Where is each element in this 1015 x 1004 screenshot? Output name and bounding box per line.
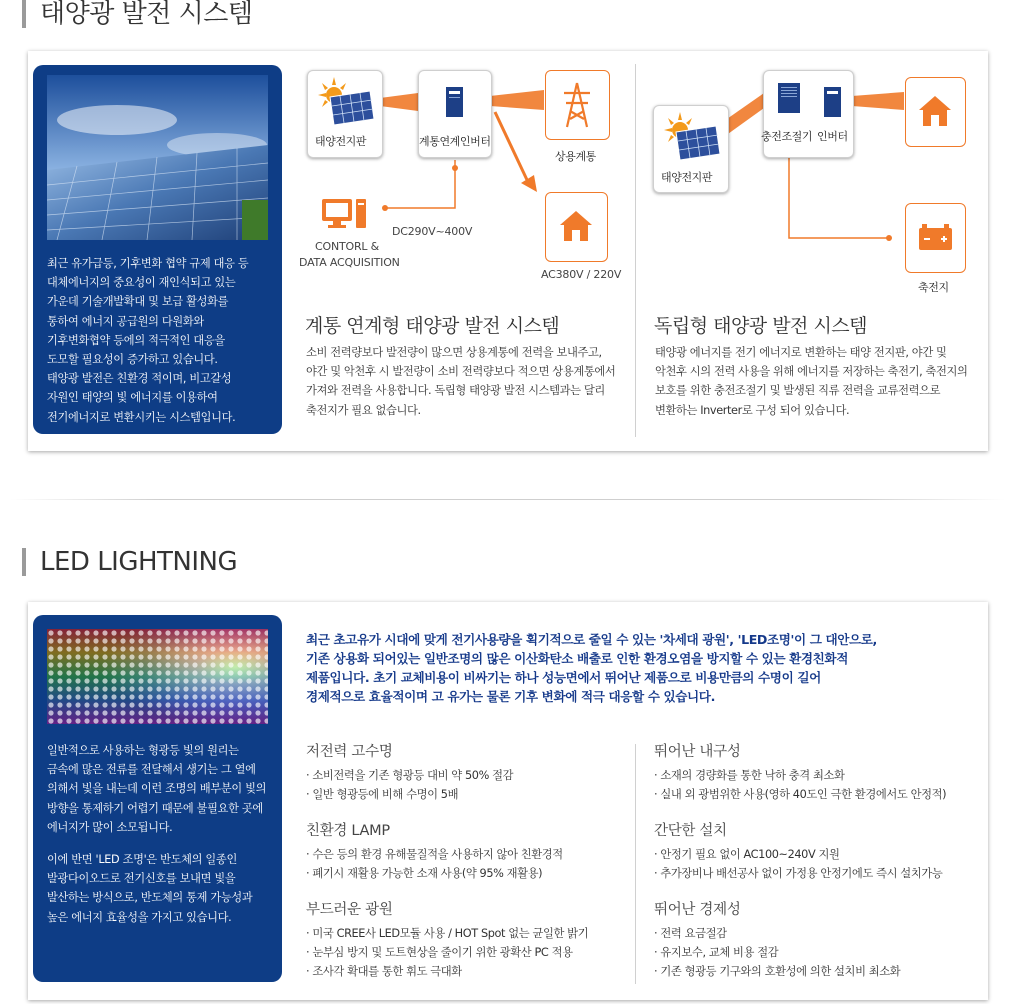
battery-label: 축전지 [918, 281, 949, 294]
feature-item: · 조사각 확대를 통한 휘도 극대화 [306, 962, 588, 981]
standalone-inverter-label: 인버터 [817, 130, 848, 143]
feature-item: · 안정기 필요 없이 AC100~240V 지원 [654, 845, 942, 864]
feature-item: · 폐기시 재활용 가능한 소재 사용(약 95% 재활용) [306, 864, 563, 883]
led-column-divider [635, 744, 636, 984]
computer-icon [320, 195, 370, 235]
feature-item: · 추가장비나 배선공사 없이 가정용 안정기에도 즉시 설치가능 [654, 864, 942, 883]
inverter-icon [419, 71, 491, 131]
battery-node [905, 203, 966, 273]
solar-panel-icon [654, 106, 728, 166]
charge-controller-icon [764, 71, 853, 131]
control-node [320, 195, 370, 235]
control-label-2: DATA ACQUISITION [299, 256, 400, 269]
led-section-title: LED LIGHTNING [22, 548, 237, 576]
led-lead-text: 최근 초고유가 시대에 맞게 전기사용량을 획기적으로 줄일 수 있는 '차세대 광원', 'LED조명'이 그 대안으로, 기존 상용화 되어있는 일반조명의 많은 이산화탄소 배출로 인한 환경오염을 방지할 수 있는 환경친화적 제품입니다. 초기 교체비용이 비싸기는 하나 성능면에서 뛰어난 제품으로 비용만큼의 수명이 길어 경제적으로 효율적이며 고 유가는 물론 기후 변화에 적극 대응할 수 있습니다. [306, 632, 877, 704]
utility-grid-node [545, 70, 610, 140]
feature-item: · 일반 형광등에 비해 수명이 5배 [306, 785, 513, 804]
solar-section-title: 태양광 발전 시스템 [22, 0, 252, 28]
led-intro-box [33, 615, 282, 982]
feature-item: · 소비전력을 기존 형광등 대비 약 50% 절감 [306, 766, 513, 785]
standalone-system-description: 태양광 에너지를 전기 에너지로 변환하는 태양 전지판, 야간 및 악천후 시의 전력 사용을 위해 에너지를 저장하는 축전기, 축전지의 보호를 위한 충전조절기 및 발생된 직류 전력을 교류전력으로 변환하는 Inverter로 구성 되어 있습니다. [655, 346, 968, 417]
feature-title: 친환경 LAMP [306, 823, 390, 839]
house-icon [546, 193, 607, 261]
dc-voltage-label: DC290V~400V [392, 225, 473, 238]
feature-item: · 실내 외 광범위한 사용(영하 40도인 극한 환경에서도 안정적) [654, 785, 946, 804]
feature-item: · 미국 CREE사 LED모듈 사용 / HOT Spot 없는 균일한 밝기 [306, 924, 588, 943]
led-lights-photo [47, 629, 268, 724]
feature-soft-light [306, 900, 588, 981]
utility-grid-label: 상용계통 [555, 150, 596, 163]
feature-durability [654, 742, 946, 804]
feature-item: · 눈부심 방지 및 도트현상을 줄이기 위한 광확산 PC 적용 [306, 943, 588, 962]
led-intro-text-2: 이에 반면 'LED 조명'은 반도체의 일종인 발광다이오드로 전기신호를 보내면 빛을 발산하는 방식으로, 반도체의 통제 가능성과 높은 에너지 효율성을 가지고 있습니다. [47, 853, 253, 924]
feature-item: · 기존 형광등 기구와의 호환성에 의한 설치비 최소화 [654, 962, 900, 981]
feature-item: · 전력 요금절감 [654, 924, 900, 943]
ac-voltage-label: AC380V / 220V [541, 268, 622, 281]
solar-column-divider [635, 64, 636, 437]
feature-item: · 소재의 경량화를 통한 낙하 충격 최소화 [654, 766, 946, 785]
feature-title: 뛰어난 내구성 [654, 744, 741, 760]
feature-title: 저전력 고수명 [306, 744, 393, 760]
grid-load-node [545, 192, 608, 262]
standalone-system-heading: 독립형 태양광 발전 시스템 [654, 315, 868, 337]
solar-panel-icon [308, 71, 382, 131]
house-icon [906, 78, 965, 146]
grid-solar-panel-label: 태양전지판 [315, 135, 367, 148]
grid-system-heading: 계통 연계형 태양광 발전 시스템 [305, 315, 560, 337]
grid-inverter-label: 계통연계인버터 [419, 135, 491, 148]
power-tower-icon [546, 71, 609, 139]
feature-eco-lamp [306, 821, 563, 883]
standalone-load-node [905, 77, 966, 147]
grid-system-description: 소비 전력량보다 발전량이 많으면 상용계통에 전력을 보내주고, 야간 및 악천후 시 발전량이 소비 전력량보다 적으면 상용계통에서 가져와 전력을 사용합니다. 독립형 태양광 발전 시스템과는 달리 축전지가 필요 없습니다. [306, 346, 616, 417]
control-label-1: CONTORL & [315, 240, 379, 253]
feature-item: · 유지보수, 교체 비용 절감 [654, 943, 900, 962]
feature-easy-install [654, 821, 942, 883]
feature-title: 뛰어난 경제성 [654, 902, 741, 918]
solar-intro-text: 최근 유가급등, 기후변화 협약 규제 대응 등 대체에너지의 중요성이 재인식되고 있는 가운데 기술개발확대 및 보급 활성화를 통하여 에너지 공급원의 다원화와 기후변화협약 등에의 적극적인 대응을 도모할 필요성이 증가하고 있습니다. 태양광 발전은 친환경 적이며, 비고갈성 자원인 태양의 빛 에너지를 이용하여 전기에너지로 변환시키는 시스템입니다. [47, 257, 249, 424]
controller-inverter-node [763, 70, 854, 158]
feature-title: 간단한 설치 [654, 823, 727, 839]
feature-title: 부드러운 광원 [306, 902, 393, 918]
feature-economy [654, 900, 900, 981]
section-separator [10, 499, 1005, 500]
led-intro-text-1: 일반적으로 사용하는 형광등 빛의 원리는 금속에 많은 전류를 전달해서 생기는 그 열에 의해서 빛을 내는데 이런 조명의 배부분이 빛의 방향을 통제하기 어렵기 때문에 불필요한 곳에 에너지가 많이 소모됩니다. [47, 744, 267, 834]
feature-item: · 수은 등의 환경 유해물질적을 사용하지 않아 친환경적 [306, 845, 563, 864]
battery-icon [906, 204, 965, 272]
charge-controller-label: 충전조절기 [761, 130, 813, 143]
feature-low-power [306, 742, 513, 804]
standalone-solar-panel-label: 태양전지판 [661, 171, 713, 184]
